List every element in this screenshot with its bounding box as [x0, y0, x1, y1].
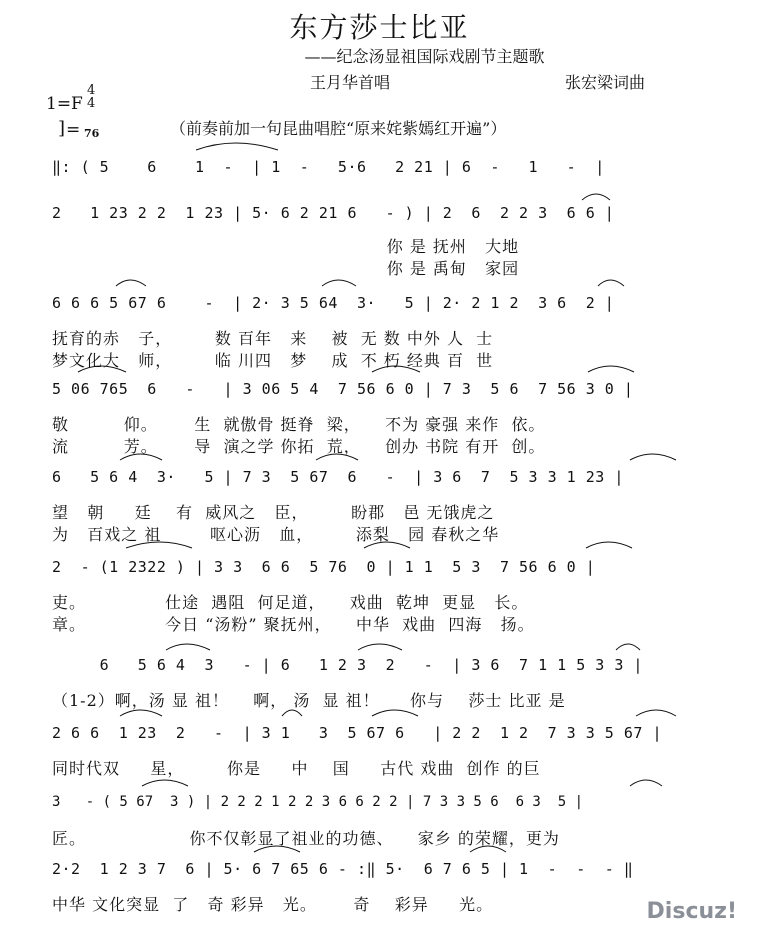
slur	[322, 280, 356, 286]
slur	[616, 644, 640, 650]
notation-line: 3 - ( 5 67 3 ) | 2 2 2 1 2 2 3 6 6 2 2 | 7 3 3 5 6 6 3 5 |	[52, 794, 584, 810]
slur	[586, 542, 632, 548]
key-signature: 1=F	[46, 94, 83, 114]
tempo-bracket: ]	[58, 118, 66, 139]
lyric-line: 梦文化大 师， 临 川四 梦 成 不 朽 经典 百 世	[52, 351, 494, 370]
notation-line: 5 06 765 6 - | 3 06 5 4 7 56 6 0 | 7 3 5 6 7 56 3 0 |	[52, 380, 634, 398]
slur	[142, 780, 188, 786]
lyric-line: 流 芳。 导 演之学 你拓 荒， 创办 书院 有开 创。	[52, 437, 546, 456]
slur	[598, 280, 624, 286]
notation-line: 2 6 6 1 23 2 - | 3 1 3 5 67 6 | 2 2 1 2 7 3 3 5 67 |	[52, 724, 662, 742]
lyric-line: 中华 文化突显 了 奇 彩异 光。 奇 彩异 光。	[52, 895, 494, 914]
tempo-equals: =	[66, 120, 81, 140]
lyric-line: 章。 今日 “汤粉” 聚抚州， 中华 戏曲 四海 扬。	[52, 615, 535, 634]
watermark: Discuz!	[646, 899, 737, 924]
time-top: 4	[87, 83, 96, 98]
slur	[630, 780, 662, 786]
lyricist-credit: 张宏梁词曲	[565, 73, 646, 92]
slur	[630, 454, 676, 460]
slur	[636, 710, 676, 716]
notation-line: 2·2 1 2 3 7 6 | 5· 6 7 65 6 - :‖ 5· 6 7 6 5 | 1 - - - ‖	[52, 860, 634, 878]
lyric-line: 敬 仰。 生 就傲骨 挺脊 梁， 不为 豪强 来作 依。	[52, 415, 546, 434]
slur	[196, 143, 278, 150]
notation-line: 6 5 6 4 3· 5 | 7 3 5 67 6 - | 3 6 7 5 3 3 1 23 |	[52, 468, 624, 486]
lyric-line: 望 朝 廷 有 威风之 臣， 盼郡 邑 无饿虎之	[52, 503, 495, 522]
lyric-line: 吏。 仕途 遇阻 何足道， 戏曲 乾坤 更显 长。	[52, 593, 529, 612]
lyric-line: （1-2）啊，汤 显 祖！ 啊， 汤 显 祖！ 你与 莎士 比亚 是	[52, 691, 566, 710]
lyric-line: 为 百戏之 祖 呕心沥 血， 添梨 园 春秋之华	[52, 525, 500, 544]
tempo-value: 76	[84, 127, 100, 140]
time-bottom: 4	[87, 96, 96, 111]
lyric-line: 你 是 抚州 大地	[52, 237, 520, 256]
time-signature	[87, 84, 95, 110]
slur	[358, 644, 402, 650]
slur	[582, 194, 610, 200]
lyric-line: 同时代双 星， 你是 中 国 古代 戏曲 创作 的巨	[52, 759, 541, 778]
slur	[166, 644, 210, 650]
notation-line: ‖: ( 5 6 1 - | 1 - 5·6 2 21 | 6 - 1 - |	[52, 158, 605, 176]
notation-line: 2 - (1 2322 ) | 3 3 6 6 5 76 0 | 1 1 5 3 7 56 6 0 |	[52, 558, 596, 576]
notation-line: 6 6 6 5 67 6 - | 2· 3 5 64 3· 5 | 2· 2 1 2 3 6 2 |	[52, 294, 615, 312]
lyric-line: 匠。 你不仅彰显了祖业的功德、 家乡 的荣耀，更为	[52, 829, 560, 848]
song-title: 东方莎士比亚	[289, 11, 470, 44]
lyric-line: 抚育的赤 子， 数 百年 来 被 无 数 中外 人 士	[52, 329, 494, 348]
slur	[116, 280, 146, 286]
notation-line: 2 1 23 2 2 1 23 | 5· 6 2 21 6 - ) | 2 6 2 2 3 6 6 |	[52, 204, 615, 222]
singer-credit: 王月华首唱	[310, 73, 391, 92]
prelude-note: （前奏前加一句昆曲唱腔“原来姹紫嫣红开遍”）	[170, 119, 507, 138]
song-subtitle: ——纪念汤显祖国际戏剧节主题歌	[304, 47, 545, 66]
lyric-line: 你 是 禹甸 家园	[52, 259, 520, 278]
notation-line: 6 5 6 4 3 - | 6 1 2 3 2 - | 3 6 7 1 1 5 3 3 |	[52, 656, 643, 674]
slur	[588, 366, 634, 372]
